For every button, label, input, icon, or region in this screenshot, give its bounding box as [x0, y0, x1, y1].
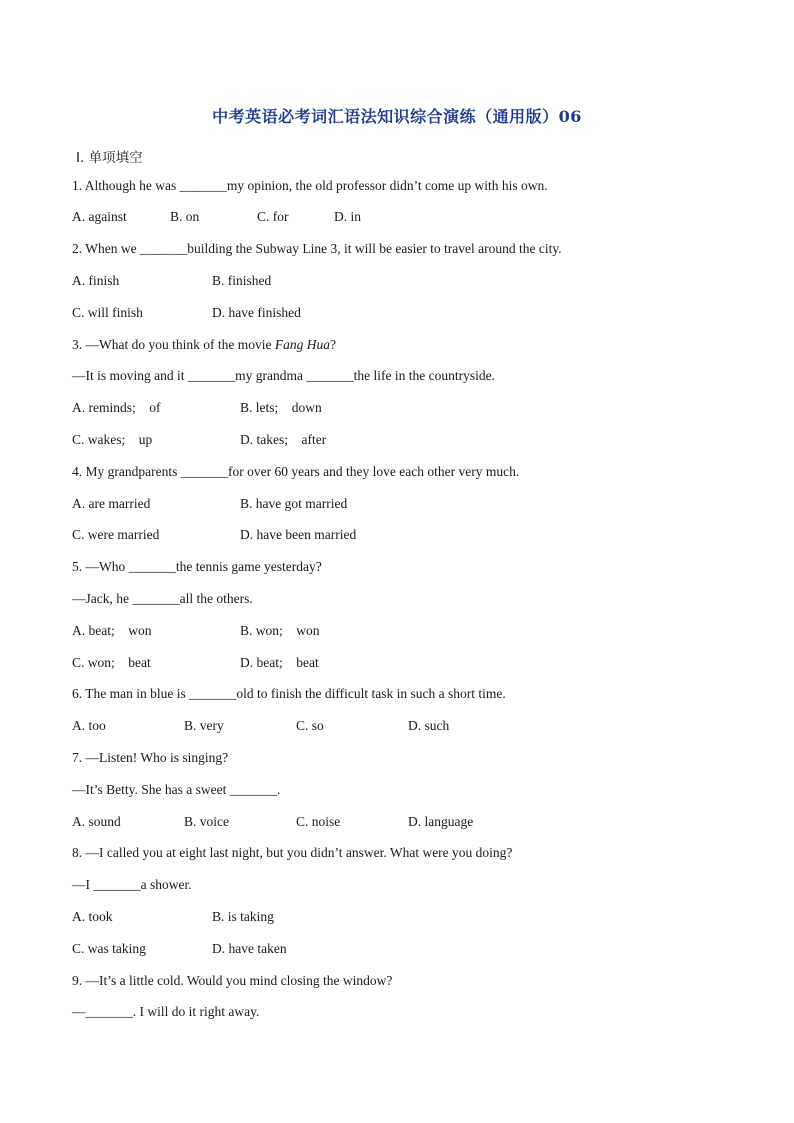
- question-2-option-c: C. will finish: [72, 305, 143, 320]
- question-5-option-c: C. won; beat: [72, 655, 151, 670]
- question-3-option-c: C. wakes; up: [72, 432, 153, 447]
- question-1-option-a: A. against: [72, 209, 127, 224]
- question-9-stem: 9. —It’s a little cold. Would you mind closing the window?: [72, 973, 393, 988]
- question-6-option-a: A. too: [72, 718, 106, 733]
- question-4-option-b: B. have got married: [240, 496, 348, 511]
- question-8-option-b: B. is taking: [212, 909, 274, 924]
- question-4-stem: 4. My grandparents _______for over 60 years and they love each other very much.: [72, 464, 520, 479]
- question-7-option-d: D. language: [408, 814, 474, 829]
- question-8-reply: —I _______a shower.: [72, 877, 192, 892]
- section-heading: Ⅰ. 单项填空: [76, 150, 143, 166]
- question-3-stem-text: 3. —What do you think of the movie: [72, 337, 275, 352]
- question-7-reply: —It’s Betty. She has a sweet _______.: [72, 782, 281, 797]
- question-7-option-c: C. noise: [296, 814, 341, 829]
- page-title: 中考英语必考词汇语法知识综合演练（通用版）06: [212, 107, 582, 126]
- question-7-option-b: B. voice: [184, 814, 229, 829]
- question-9-reply: —_______. I will do it right away.: [72, 1004, 260, 1019]
- question-5-option-a: A. beat; won: [72, 623, 152, 638]
- question-4-option-d: D. have been married: [240, 527, 357, 542]
- question-2-option-b: B. finished: [212, 273, 272, 288]
- question-5-option-b: B. won; won: [240, 623, 320, 638]
- question-2-option-d: D. have finished: [212, 305, 301, 320]
- question-4-option-a: A. are married: [72, 496, 151, 511]
- question-3-option-d: D. takes; after: [240, 432, 327, 447]
- question-7-option-a: A. sound: [72, 814, 121, 829]
- question-3-reply: —It is moving and it _______my grandma _______the life in the countryside.: [72, 368, 495, 383]
- question-5-reply: —Jack, he _______all the others.: [72, 591, 253, 606]
- question-8-option-a: A. took: [72, 909, 113, 924]
- question-8-option-c: C. was taking: [72, 941, 146, 956]
- question-3-stem-end: ?: [329, 337, 336, 352]
- question-1-option-b: B. on: [170, 209, 200, 224]
- question-5-stem: 5. —Who _______the tennis game yesterday?: [72, 559, 322, 574]
- question-2-stem: 2. When we _______building the Subway Line 3, it will be easier to travel around the city.: [72, 241, 562, 256]
- question-6-option-d: D. such: [408, 718, 450, 733]
- question-3-option-a: A. reminds; of: [72, 400, 161, 415]
- question-3-option-b: B. lets; down: [240, 400, 322, 415]
- question-5-option-d: D. beat; beat: [240, 655, 319, 670]
- question-8-option-d: D. have taken: [212, 941, 287, 956]
- question-2-option-a: A. finish: [72, 273, 120, 288]
- question-6-option-c: C. so: [296, 718, 324, 733]
- movie-title: Fang Hua: [274, 337, 330, 352]
- question-1-stem: 1. Although he was _______my opinion, the old professor didn’t come up with his own.: [72, 178, 548, 193]
- question-6-option-b: B. very: [184, 718, 224, 733]
- question-1-option-c: C. for: [257, 209, 289, 224]
- question-7-stem: 7. —Listen! Who is singing?: [72, 750, 229, 765]
- question-6-stem: 6. The man in blue is _______old to finish the difficult task in such a short time.: [72, 686, 506, 701]
- question-4-option-c: C. were married: [72, 527, 160, 542]
- question-1-option-d: D. in: [334, 209, 361, 224]
- question-8-stem: 8. —I called you at eight last night, but you didn’t answer. What were you doing?: [72, 845, 513, 860]
- question-3-stem: [72, 337, 336, 353]
